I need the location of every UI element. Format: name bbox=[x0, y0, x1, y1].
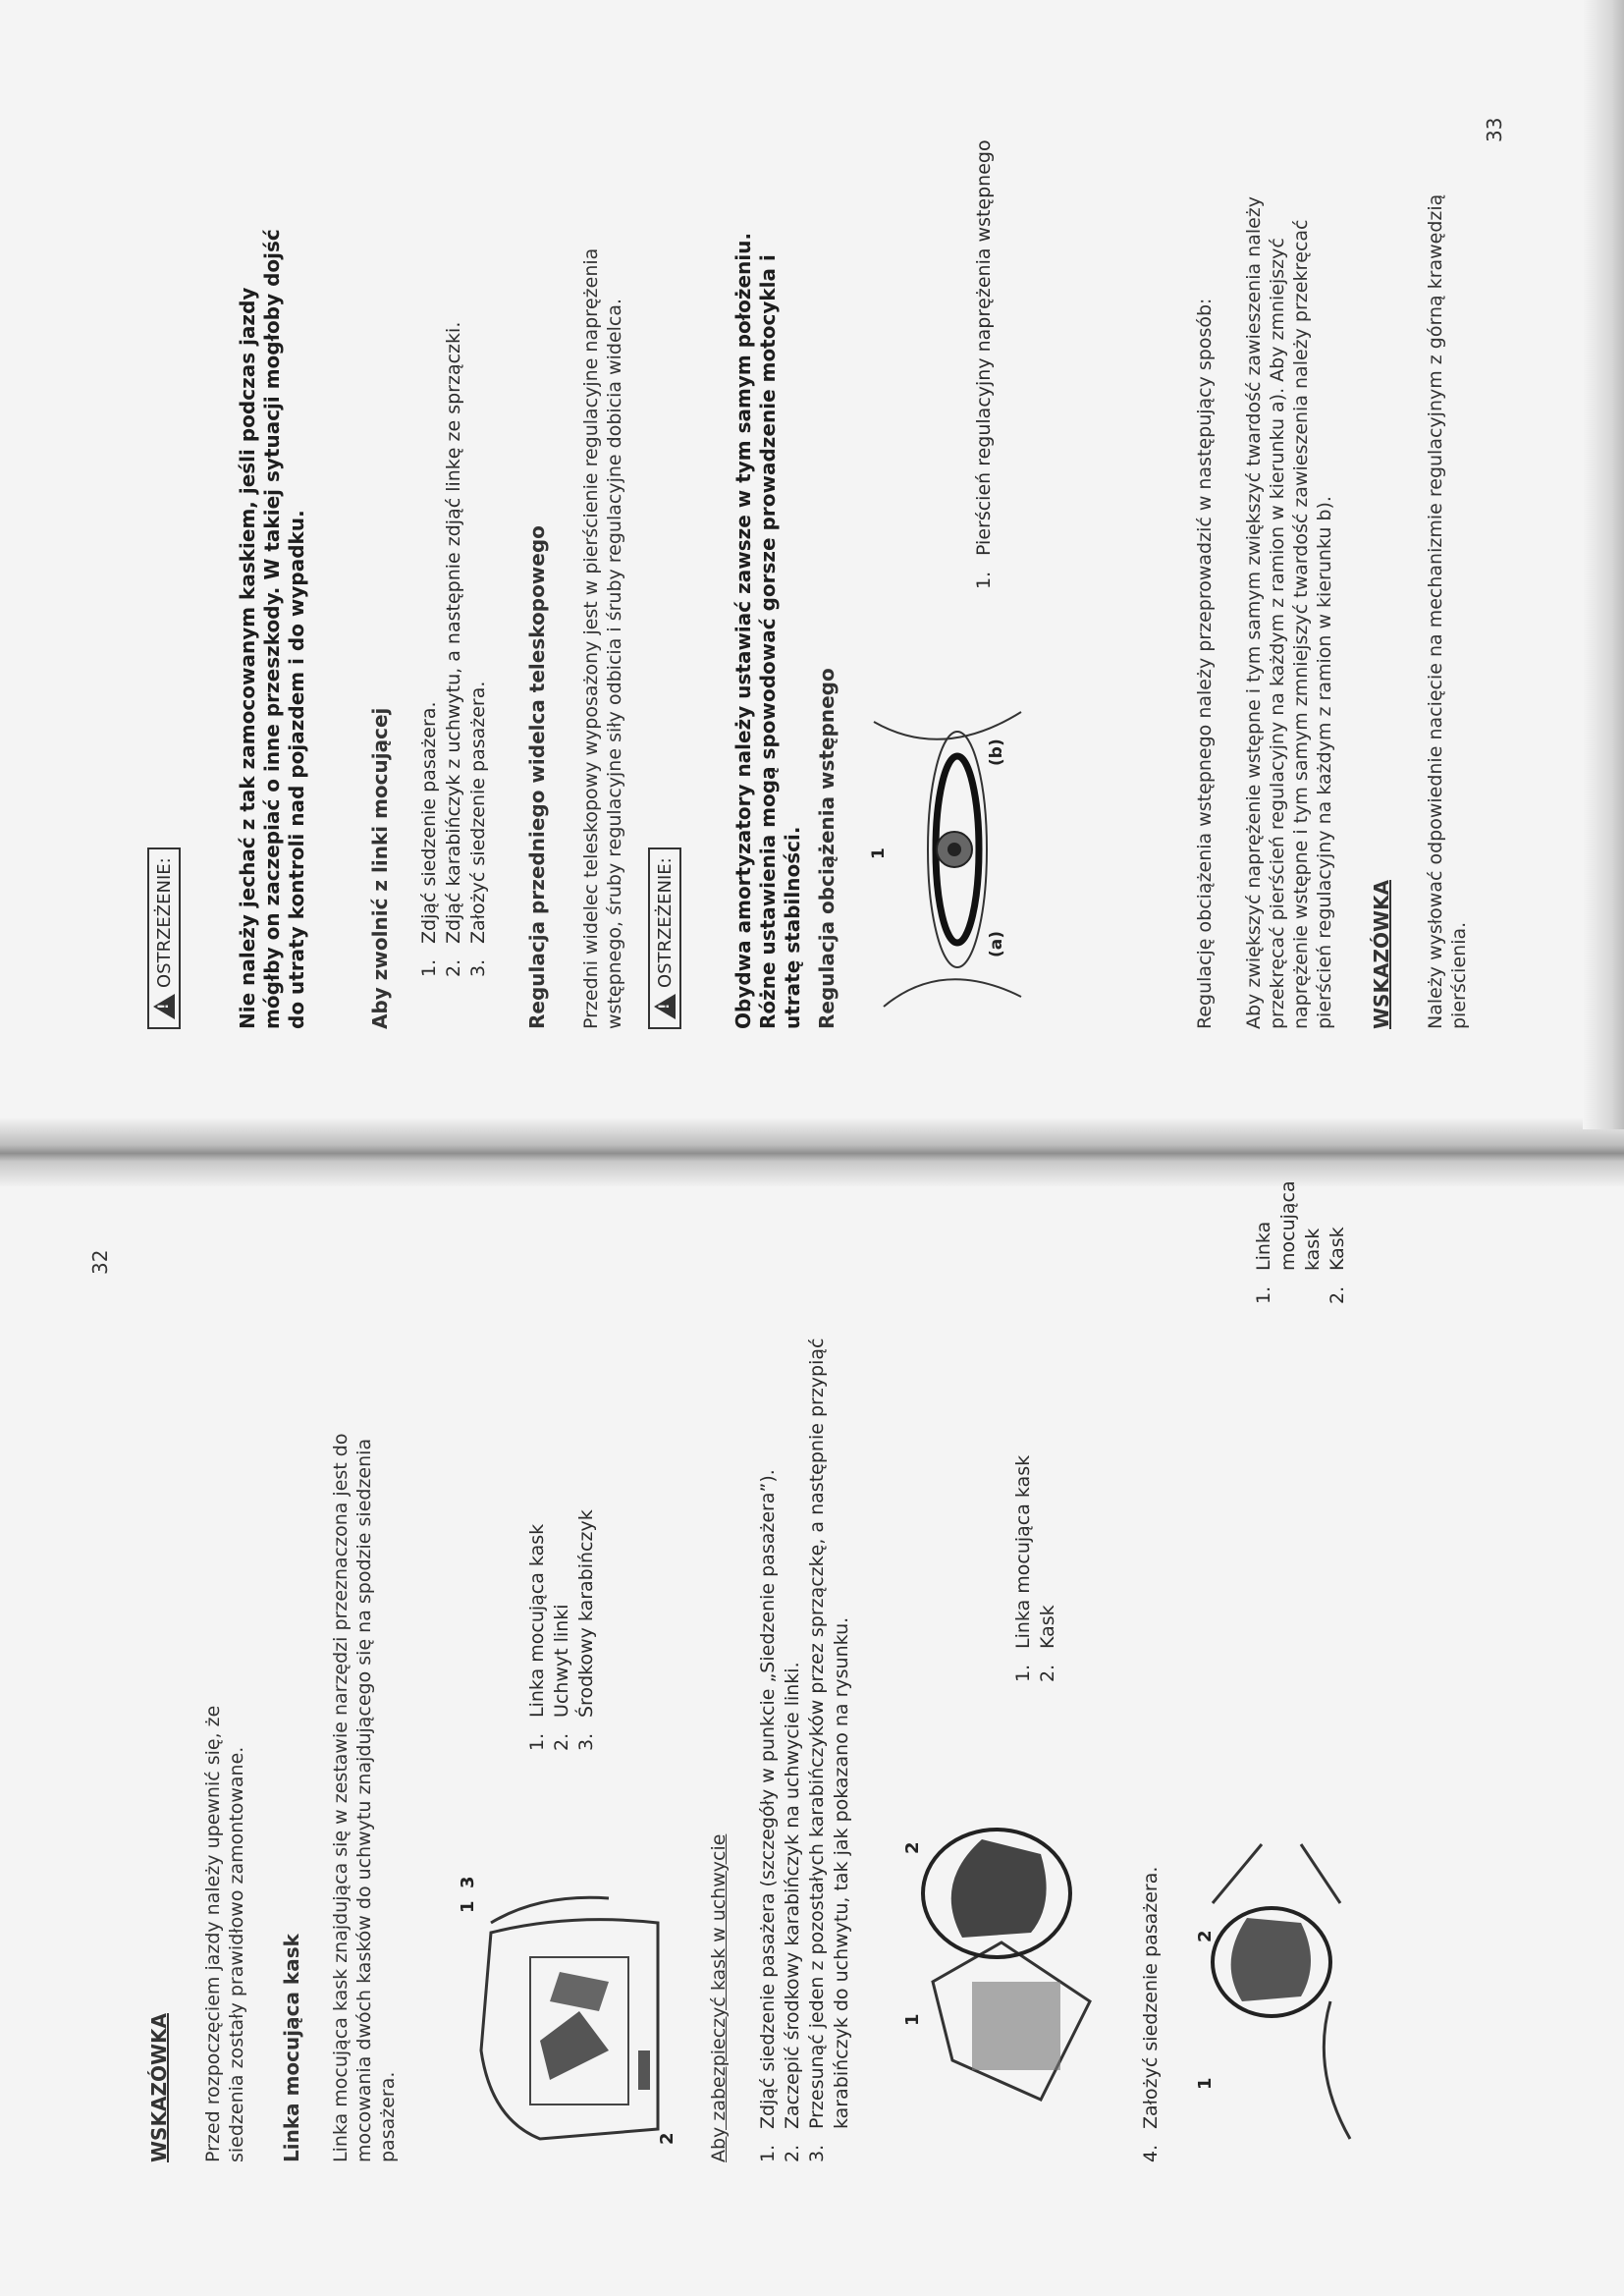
fig1-callout-1: 1 bbox=[458, 1900, 478, 1913]
fig3-callout-2: 2 bbox=[1195, 1930, 1216, 1942]
tip-text: Należy wysłować odpowiednie nacięcie na mechanizmie regulacyjnym z górną krawędzią pierścienia. bbox=[1425, 193, 1470, 1029]
legend-item: 1. Linka mocująca kask bbox=[1012, 1454, 1034, 1682]
fork-text: Przedni widelec teleskopowy wyposażony jest w pierścienie regulacyjne naprężenia wstępnego, śruby regulacyjne siły odbicia i śruby regulacyjne dobicia widelca. bbox=[580, 247, 625, 1029]
fig1-callout-2: 2 bbox=[657, 2132, 677, 2145]
fork-heading: Regulacja przedniego widelca teleskopowego bbox=[525, 525, 549, 1029]
warning-triangle-icon bbox=[654, 994, 676, 1019]
fig2-callout-2: 2 bbox=[902, 1841, 923, 1854]
page-fold bbox=[0, 1118, 1624, 1186]
list-item: 3. Przesunąć jeden z pozostałych karabińczyków przez sprzączkę, a następnie przypiąć karabińczyk do uchwytu, tak jak pokazano na rysunku. bbox=[806, 1338, 852, 2162]
warning-text-2: Obydwa amortyzatory należy ustawiać zawsze w tym samym położeniu. Różne ustawienia mogą spowodować gorsze prowadzenie motocykla i utratę stabilności. bbox=[731, 232, 804, 1029]
fig4-callout-a: (a) bbox=[987, 930, 1006, 957]
page-32 bbox=[0, 1180, 1551, 2296]
fig2-callout-1: 1 bbox=[902, 2013, 923, 2026]
warning-text-1: Nie należy jechać z tak zamocowanym kaskiem, jeśli podczas jazdy mógłby on zaczepiać o inne przeszkody. W takiej sytuacji mogłoby dojść do utraty kontroli nad pojazdem i do wypadku. bbox=[236, 229, 308, 1029]
step-4 bbox=[1139, 1867, 1164, 2162]
legend-item: 3. Środkowy karabińczyk bbox=[575, 1509, 597, 1751]
legend-item: 2. Kask bbox=[1037, 1605, 1058, 1682]
warning-box-1 bbox=[147, 847, 181, 1029]
secure-heading: Aby zabezpieczyć kask w uchwycie bbox=[708, 1833, 730, 2162]
tip-heading: WSKAZÓWKA bbox=[1370, 880, 1393, 1029]
legend-item: 1. Pierścień regulacyjny naprężenia wstępnego bbox=[973, 139, 995, 589]
list-item: 4. Założyć siedzenie pasażera. bbox=[1140, 1866, 1162, 2162]
tip-heading: WSKAZÓWKA bbox=[147, 2013, 171, 2162]
helmet-seat-figure bbox=[893, 1815, 1110, 2119]
release-steps bbox=[417, 322, 491, 977]
list-item: 1. Zdjąć siedzenie pasażera (szczegóły w punkcie „Siedzenie pasażera”). bbox=[757, 1469, 779, 2162]
helmet-motorcycle-figure bbox=[1193, 1834, 1360, 2149]
preload-heading: Regulacja obciążenia wstępnego bbox=[815, 668, 839, 1029]
fig4-legend bbox=[972, 98, 997, 589]
fork-preload-figure bbox=[864, 692, 1031, 1016]
legend-item: 1. Linka mocująca kask bbox=[1253, 1180, 1324, 1304]
sheet-edge bbox=[1583, 0, 1624, 1129]
fig4-callout-1: 1 bbox=[869, 847, 889, 859]
list-item: 2. Zdjąć karabińczyk z uchwytu, a następnie zdjąć linkę ze sprzączki. bbox=[443, 321, 464, 977]
warning-box-2 bbox=[648, 847, 681, 1029]
list-item: 3. Założyć siedzenie pasażera. bbox=[467, 681, 489, 977]
legend-item: 1. Linka mocująca kask bbox=[526, 1523, 548, 1751]
fig3-legend bbox=[1252, 1180, 1350, 1304]
fig1-legend bbox=[525, 1509, 599, 1751]
secure-steps bbox=[756, 1279, 854, 2162]
tip-text: Przed rozpoczęciem jazdy należy upewnić się, że siedzenia zostały prawidłowo zamontowane. bbox=[202, 1705, 247, 2162]
fig3-callout-1: 1 bbox=[1195, 2077, 1216, 2090]
fig4-callout-b: (b) bbox=[987, 738, 1006, 766]
cable-text: Linka mocująca kask znajdująca się w zestawie narzędzi przeznaczona jest do mocowania dwóch kasków do uchwytu znajdującego się na spodzie siedzenia pasażera. bbox=[330, 1433, 399, 2162]
legend-item: 2. Kask bbox=[1326, 1227, 1348, 1304]
warning-label: OSTRZEŻENIE: bbox=[654, 857, 676, 988]
fig2-legend bbox=[1011, 1455, 1060, 1682]
preload-text-1: Regulację obciążenia wstępnego należy przeprowadzić w następujący sposób: bbox=[1194, 298, 1216, 1029]
preload-text-2: Aby zwiększyć naprężenie wstępne i tym samym zwiększyć twardość zawieszenia należy przekręcać pierścień regulacyjny na każdym z ramion w kierunku a). Aby zmniejszyć naprężenie wstępne i tym samym zmniejszyć twardość zawieszenia należy przekręcać pierścień regulacyjny na każdym z ramion w kierunku b). bbox=[1243, 195, 1335, 1029]
cable-heading: Linka mocująca kask bbox=[280, 1934, 303, 2162]
page-number: 32 bbox=[88, 1249, 112, 1275]
list-item: 2. Zaczepić środkowy karabińczyk na uchwycie linki. bbox=[782, 1662, 803, 2162]
seat-cable-figure bbox=[452, 1864, 687, 2159]
release-heading: Aby zwolnić z linki mocującej bbox=[368, 707, 392, 1029]
warning-label: OSTRZEŻENIE: bbox=[153, 857, 175, 988]
fig1-callout-3: 3 bbox=[458, 1876, 478, 1888]
list-item: 1. Zdjąć siedzenie pasażera. bbox=[418, 701, 440, 977]
warning-triangle-icon bbox=[153, 994, 175, 1019]
page-33 bbox=[0, 79, 1551, 1100]
legend-item: 2. Uchwyt linki bbox=[551, 1604, 572, 1751]
page-number: 33 bbox=[1483, 117, 1506, 142]
